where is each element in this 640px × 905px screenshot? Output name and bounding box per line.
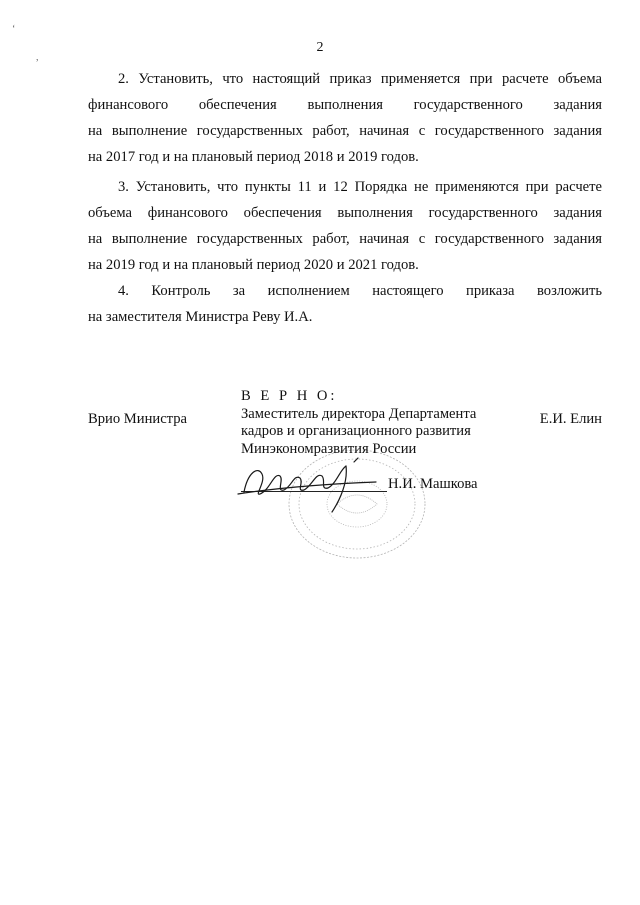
certifier-name: Н.И. Машкова: [388, 476, 478, 492]
paragraph-line: объема финансового обеспечения выполнения государственного задания: [88, 205, 602, 221]
scan-mark: ,: [36, 52, 39, 63]
paragraph-line: 3. Установить, что пункты 11 и 12 Порядка не применяются при расчете: [118, 179, 602, 195]
paragraph-line: на заместителя Министра Реву И.А.: [88, 309, 313, 325]
paragraph-3: [88, 174, 602, 278]
verno-label: В Е Р Н О:: [241, 388, 338, 404]
paragraph-line: на выполнение государственных работ, начиная с государственного задания: [88, 123, 602, 139]
paragraph-line: 2. Установить, что настоящий приказ применяется при расчете объема: [118, 71, 602, 87]
position-line: Минэкономразвития России: [241, 440, 417, 457]
paragraph-line: финансового обеспечения выполнения государственного задания: [88, 97, 602, 113]
certification-block: [241, 388, 501, 458]
signatory-title: Врио Министра: [88, 411, 187, 427]
paragraph-line: на 2019 год и на плановый период 2020 и 2021 годов.: [88, 257, 419, 273]
scan-mark: ‘: [12, 24, 16, 35]
page-number: 2: [316, 40, 324, 55]
paragraph-line: на выполнение государственных работ, начиная с государственного задания: [88, 231, 602, 247]
handwritten-signature-icon: [236, 452, 386, 522]
signatory-name: Е.И. Елин: [539, 411, 602, 427]
position-line: Заместитель директора Департамента: [241, 405, 477, 422]
position-line: кадров и организационного развития: [241, 423, 471, 439]
paragraph-line: 4. Контроль за исполнением настоящего приказа возложить: [118, 283, 602, 299]
paragraph-line: на 2017 год и на плановый период 2018 и 2019 годов.: [88, 149, 419, 165]
paragraph-2: [88, 66, 602, 170]
paragraph-4: [88, 278, 602, 330]
